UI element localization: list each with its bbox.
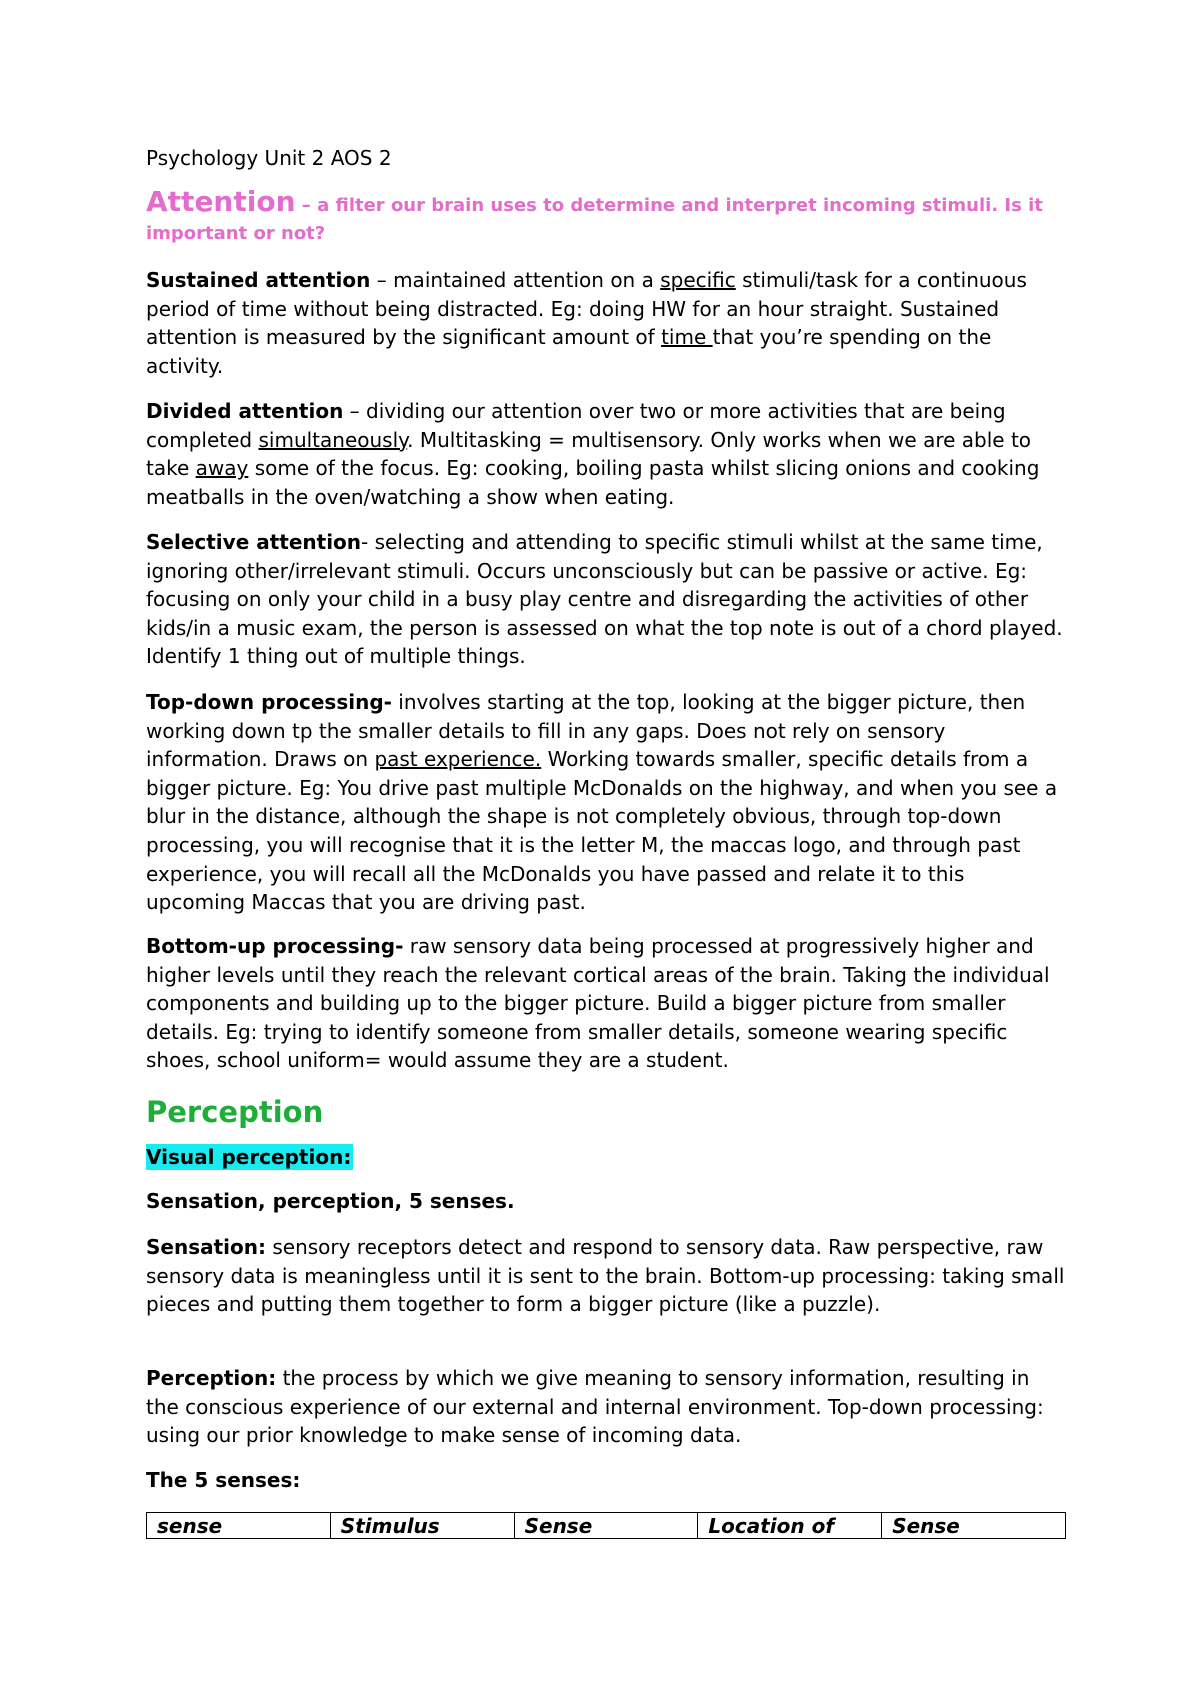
attention-dash: – (295, 195, 318, 216)
divided-text-1: – dividing our attention over two or more activities that are being completed (146, 399, 1006, 452)
sustained-attention-term: Sustained attention (146, 268, 371, 292)
sensation-perception-senses-heading: Sensation, perception, 5 senses. (146, 1189, 515, 1213)
bottom-up-paragraph (146, 932, 1066, 1075)
document-title: Psychology Unit 2 AOS 2 (146, 146, 392, 170)
perception-heading: Perception (146, 1095, 324, 1129)
five-senses-heading: The 5 senses: (146, 1468, 301, 1492)
top-down-paragraph (146, 688, 1066, 917)
perception-term: Perception: (146, 1366, 277, 1390)
sustained-text-1: – maintained attention on a (370, 268, 661, 292)
divided-attention-paragraph (146, 397, 1066, 511)
bottom-up-term: Bottom-up processing- (146, 934, 404, 958)
attention-description: a filter our brain uses to determine and interpret incoming stimuli. Is it important or not? (146, 195, 1043, 244)
divided-underline-1: simultaneously (258, 427, 408, 452)
attention-heading (146, 185, 1066, 248)
top-down-text-2: Working towards smaller, specific details from a bigger picture. Eg: You drive past multiple McDonalds on the highway, and when you see a blur in the distance, although the shape is not completely obvious, through top-down processing, you will recognise that it is the letter M, the maccas logo, and through past experience, you will recall all the McDonalds you have passed and relate it to this upcoming Maccas that you are driving past. (146, 747, 1058, 915)
senses-table-header-row (147, 1513, 1066, 1539)
sensation-text: sensory receptors detect and respond to sensory data. Raw perspective, raw sensory data is meaningless until it is sent to the brain. Bottom-up processing: taking small pieces and putting them together to form a bigger picture (like a puzzle). (146, 1235, 1065, 1317)
sustained-text-3: that you’re spending on the activity. (146, 325, 992, 378)
selective-attention-paragraph (146, 528, 1066, 671)
senses-table (146, 1512, 1066, 1539)
senses-table-header: sense (147, 1513, 331, 1539)
sensation-term: Sensation: (146, 1235, 266, 1259)
selective-text: - selecting and attending to specific stimuli whilst at the same time, ignoring other/irrelevant stimuli. Occurs unconsciously but can be passive or active. Eg: focusing on only your child in a busy play centre and disregarding the activities of other kids/in a music exam, the person is assessed on what the top note is out of a chord played. Identify 1 thing out of multiple things. (146, 530, 1063, 669)
sustained-underline-2: time (661, 325, 713, 350)
attention-term: Attention (146, 185, 296, 218)
perception-paragraph (146, 1364, 1066, 1450)
senses-table-header: Stimulus (330, 1513, 514, 1539)
sustained-attention-paragraph (146, 266, 1066, 380)
senses-table-header: Sense (514, 1513, 698, 1539)
top-down-underline: past experience. (374, 747, 542, 772)
senses-table-header: Location of (698, 1513, 882, 1539)
sustained-underline-1: specific (660, 268, 736, 292)
bottom-up-text: raw sensory data being processed at progressively higher and higher levels until they reach the relevant cortical areas of the brain. Taking the individual components and building up to the bigger picture. Build a bigger picture from smaller details. Eg: trying to identify someone from smaller details, someone wearing specific shoes, school uniform= would assume they are a student. (146, 934, 1050, 1073)
divided-text-3: some of the focus. Eg: cooking, boiling pasta whilst slicing onions and cooking meatballs in the oven/watching a show when eating. (146, 456, 1040, 509)
top-down-text-1: involves starting at the top, looking at the bigger picture, then working down tp the smaller details to fill in any gaps. Does not rely on sensory information. Draws on (146, 690, 1026, 772)
senses-table-header: Sense (882, 1513, 1066, 1539)
sensation-paragraph (146, 1233, 1066, 1319)
divided-text-2: . Multitasking = multisensory. Only works when we are able to take (146, 427, 1032, 481)
perception-text: the process by which we give meaning to sensory information, resulting in the conscious experience of our external and internal environment. Top-down processing: using our prior knowledge to make sense of incoming data. (146, 1366, 1044, 1448)
visual-perception-label: Visual perception: (146, 1145, 352, 1169)
divided-attention-term: Divided attention (146, 399, 344, 423)
sustained-text-2: stimuli/task for a continuous period of time without being distracted. Eg: doing HW for an hour straight. Sustained attention is measured by the significant amount of (146, 268, 1027, 350)
top-down-term: Top-down processing- (146, 690, 392, 714)
divided-underline-2: away (195, 456, 249, 481)
selective-attention-term: Selective attention (146, 530, 362, 554)
